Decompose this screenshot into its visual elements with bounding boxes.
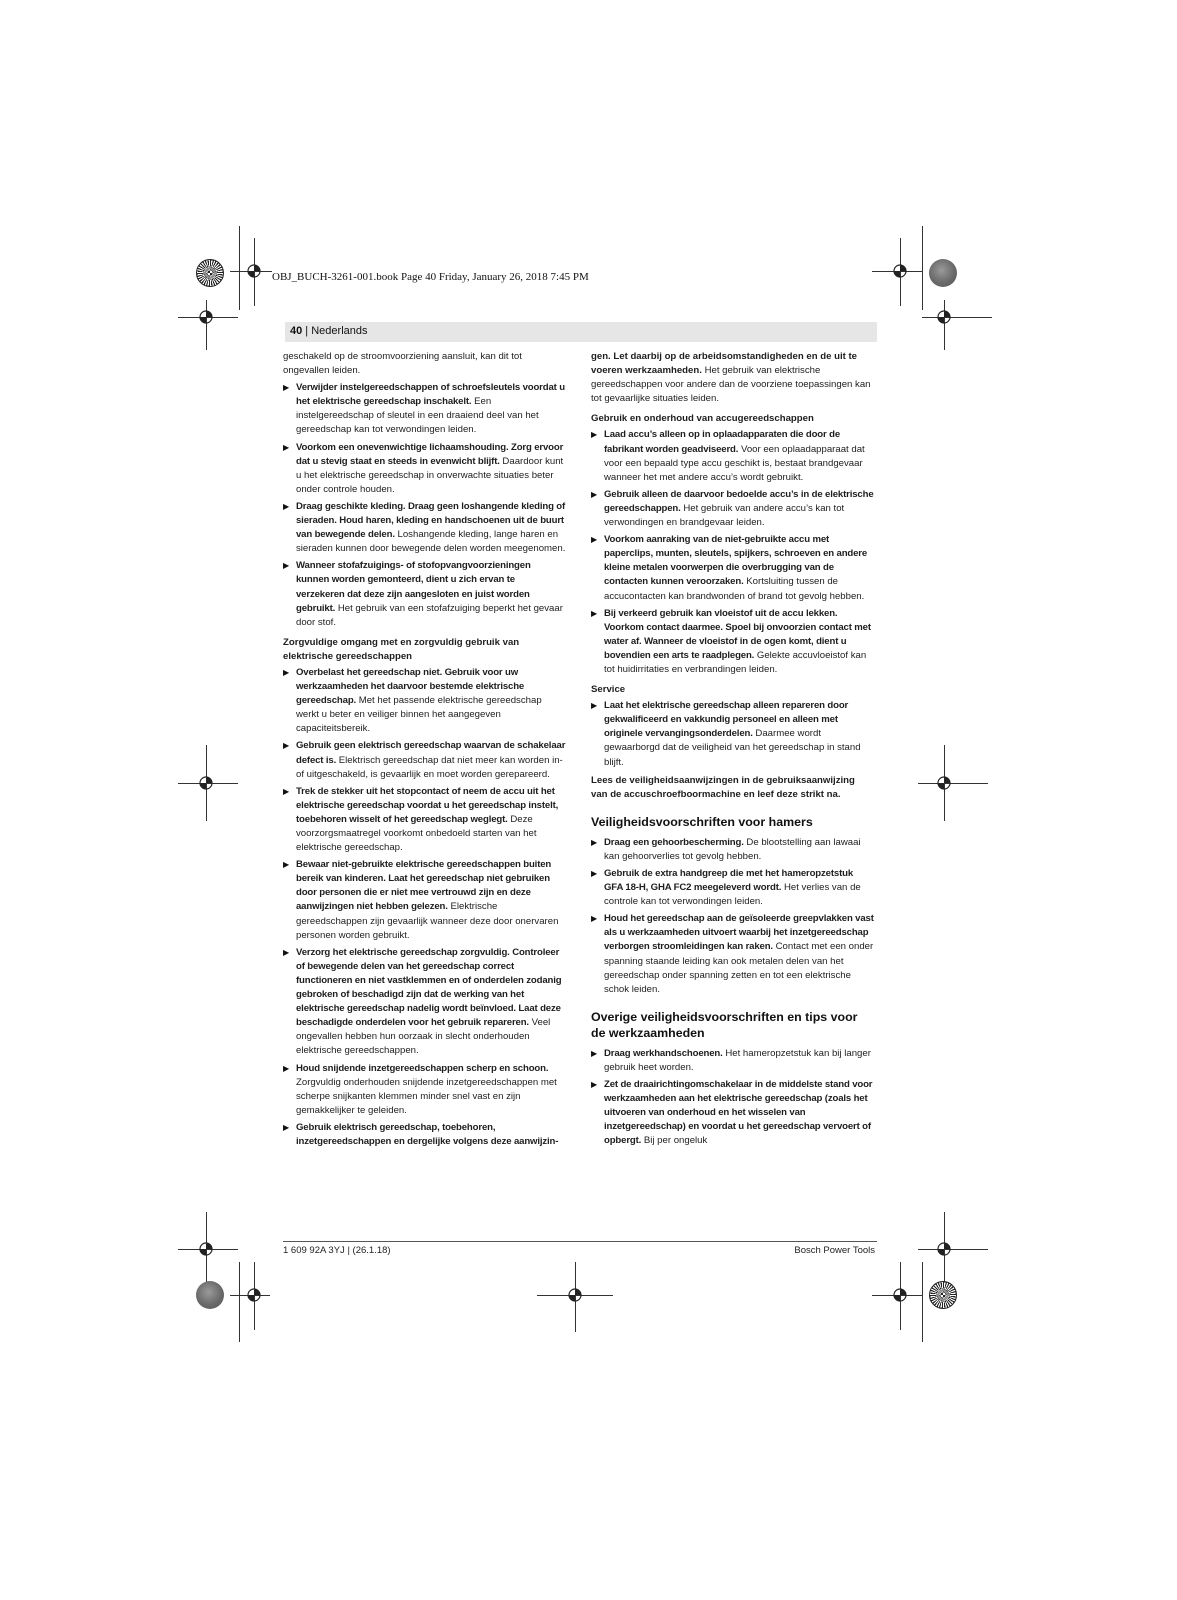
list-item [283, 441, 566, 497]
body-text: Het hameropzetstuk kan bij langer gebruik heet worden. [604, 1047, 871, 1073]
list-item [283, 1062, 566, 1118]
color-target-icon [196, 259, 224, 287]
left-column [283, 350, 566, 1152]
bold-lead-text: Laat het elektrische gereedschap alleen repareren door gekwalificeerd en vakkundig personeel en alleen met originele vervangingsonderdelen. [604, 700, 849, 740]
bold-lead-text: Zet de draairichtingomschakelaar in de middelste stand voor werkzaamheden aan het elektrische gereedschap (zoals het uitvoeren van onderhoud en het wisselen van inzetgereedschap) en voordat u het gereedschap vervoert of opbergt. [604, 1079, 873, 1147]
triangle-right-icon: ▶ [591, 430, 598, 440]
bold-lead-text: Draag een gehoorbescherming. [604, 836, 744, 848]
list-item [283, 1121, 566, 1149]
bold-paragraph: Lees de veiligheidsaanwijzingen in de gebruiksaanwijzing van de accuschroefboormachine en leef deze strikt na. [591, 774, 855, 800]
triangle-right-icon: ▶ [283, 947, 290, 957]
bold-lead-text: Bij verkeerd gebruik kan vloeistof uit de accu lekken. Voorkom contact daarmee. Spoel bij onvoorzien contact met water af. Wanneer de vloeistof in de ogen komt, dient u bovendien een arts te raadplegen. [604, 607, 871, 661]
section-heading: Veiligheidsvoorschriften voor hamers [591, 814, 813, 829]
page-number: 40 [290, 325, 303, 337]
bold-lead-text: Voorkom een onevenwichtige lichaamshouding. Zorg ervoor dat u stevig staat en steeds in evenwicht blijft. [296, 441, 564, 467]
bold-lead-text: Gebruik elektrisch gereedschap, toebehoren, inzetgereedschappen en dergelijke volgens deze aanwijzin- [296, 1121, 559, 1147]
triangle-right-icon: ▶ [283, 741, 290, 751]
list-item [283, 559, 566, 629]
body-text: Het gebruik van andere accu’s kan tot verwondingen en brandgevaar leiden. [604, 502, 845, 529]
bold-lead-text: Draag geschikte kleding. Draag geen loshangende kleding of sieraden. Houd haren, kleding en handschoenen uit de buurt van bewegende delen. [296, 500, 566, 541]
registration-mark-icon [243, 1284, 265, 1306]
triangle-right-icon: ▶ [283, 1063, 290, 1073]
list-item [591, 607, 874, 677]
registration-mark-icon [889, 260, 911, 282]
bold-lead-text: Bewaar niet-gebruikte elektrische gereedschappen buiten bereik van kinderen. Laat het gereedschap niet gebruiken door personen die er niet mee vertrouwd zijn en deze aanwijzingen niet hebben gelezen. [296, 859, 552, 913]
footer-rule [283, 1241, 877, 1242]
list-item [283, 666, 566, 736]
triangle-right-icon: ▶ [591, 701, 598, 711]
bold-lead-text: Verzorg het elektrische gereedschap zorgvuldig. Controleer of bewegende delen van het gereedschap correct functioneren en niet vastklemmen en of onderdelen zodanig gebroken of beschadigd zijn dat de werking van het elektrische gereedschap nadelig wordt beïnvloed. Laat deze beschadigde onderdelen voor het gebruik repareren. [296, 946, 562, 1029]
body-text: Het gebruik van elektrische gereedschappen voor andere dan de voorziene toepassingen kan tot gevaarlijke situaties leiden. [591, 365, 871, 405]
body-text: Kortsluiting tussen de accucontacten kan brandwonden of brand tot gevolg hebben. [604, 576, 865, 602]
registration-mark-icon [195, 772, 217, 794]
body-text: Contact met een onder spanning staande leiding kan ook metalen delen van het gereedschap onder spanning zetten en tot een elektrische schok leiden. [604, 941, 874, 995]
triangle-right-icon: ▶ [591, 489, 598, 499]
bold-lead-text: Houd het gereedschap aan de geïsoleerde greepvlakken vast als u werkzaamheden uitvoert waarbij het inzetgereedschap verborgen stroomleidingen kan raken. [604, 913, 874, 953]
registration-mark-icon [564, 1284, 586, 1306]
triangle-right-icon: ▶ [283, 561, 290, 571]
triangle-right-icon: ▶ [283, 501, 290, 511]
triangle-right-icon: ▶ [591, 869, 598, 878]
subsection-heading: Gebruik en onderhoud van accugereedschappen [591, 413, 814, 425]
registration-mark-icon [933, 772, 955, 794]
bold-lead-text: Verwijder instelgereedschappen of schroefsleutels voordat u het elektrische gereedschap inschakelt. [296, 382, 565, 408]
list-item [283, 858, 566, 943]
color-target-icon [196, 1281, 224, 1309]
list-item [591, 836, 874, 864]
bold-lead-text: Draag werkhandschoenen. [604, 1047, 723, 1059]
registration-mark-icon [933, 1238, 955, 1260]
list-item [591, 488, 874, 530]
list-item [591, 1047, 874, 1075]
header-separator: | [302, 325, 312, 337]
section-heading: Overige veiligheidsvoorschriften en tips voor de werkzaamheden [591, 1009, 858, 1040]
triangle-right-icon: ▶ [591, 837, 598, 847]
footer-doc-code: 1 609 92A 3YJ | (26.1.18) [283, 1245, 391, 1256]
body-text: Deze voorzorgsmaatregel voorkomt onbedoeld starten van het elektrische gereedschap. [296, 813, 537, 854]
list-item [591, 912, 874, 997]
body-text: Voor een oplaadapparaat dat voor een bepaald type accu geschikt is, bestaat brandgevaar wanneer het met andere accu’s wordt gebruikt. [604, 443, 865, 483]
color-target-icon [929, 1281, 957, 1309]
triangle-right-icon: ▶ [283, 667, 290, 677]
bold-lead-text: Voorkom aanraking van de niet-gebruikte accu met paperclips, munten, sleutels, spijkers, schroeven en andere kleine metalen voorwerpen die overbrugging van de contacten kunnen veroorzaken. [604, 534, 868, 588]
bold-lead-text: Laad accu’s alleen op in oplaadapparaten die door de fabrikant worden geadviseerd. [604, 429, 841, 455]
triangle-right-icon: ▶ [283, 860, 290, 870]
body-text: De blootstelling aan lawaai kan gehoorverlies tot gevolg hebben. [604, 836, 861, 862]
list-item [283, 946, 566, 1059]
body-text: Het verlies van de controle kan tot verwondingen leiden. [604, 882, 861, 908]
bold-lead-text: Trek de stekker uit het stopcontact of neem de accu uit het elektrische gereedschap voordat u het gereedschap instelt, toebehoren wisselt of het gereedschap weglegt. [296, 785, 559, 825]
body-text: Elektrische gereedschappen zijn gevaarlijk wanneer deze door onervaren personen worden gebruikt. [296, 901, 559, 941]
list-item [591, 533, 874, 603]
right-column [591, 350, 874, 1152]
bold-lead-text: Gebruik geen elektrisch gereedschap waarvan de schakelaar defect is. [296, 740, 566, 766]
triangle-right-icon: ▶ [591, 1048, 598, 1058]
page-header [285, 322, 877, 342]
body-text: Elektrisch gereedschap dat niet meer kan worden in- of uitgeschakeld, is gevaarlijk en moet worden gerepareerd. [296, 754, 563, 780]
list-item [283, 500, 566, 556]
triangle-right-icon: ▶ [283, 786, 290, 796]
registration-mark-icon [889, 1284, 911, 1306]
body-text: Bij per ongeluk [641, 1135, 708, 1147]
body-text: Het gebruik van een stofafzuiging beperkt het gevaar door stof. [296, 602, 563, 628]
body-text: Veel ongevallen hebben hun oorzaak in slecht onderhouden elektrische gereedschappen. [296, 1017, 551, 1057]
bold-lead-text: Wanneer stofafzuigings- of stofopvangvoorzieningen kunnen worden gemonteerd, dient u zich ervan te verzekeren dat deze zijn aangesloten en juist worden gebruikt. [296, 560, 531, 614]
subsection-heading: Zorgvuldige omgang met en zorgvuldig gebruik van elektrische gereedschappen [283, 636, 520, 662]
triangle-right-icon: ▶ [283, 1122, 290, 1132]
footer-brand: Bosch Power Tools [794, 1245, 875, 1256]
registration-mark-icon [195, 306, 217, 328]
paragraph [591, 350, 874, 406]
list-item [283, 739, 566, 781]
list-item [591, 699, 874, 769]
bold-lead-text: Overbelast het gereedschap niet. Gebruik voor uw werkzaamheden het daarvoor bestemde elektrische gereedschap. [296, 666, 525, 707]
triangle-right-icon: ▶ [591, 914, 598, 924]
triangle-right-icon: ▶ [591, 608, 598, 618]
page-header-text [290, 325, 368, 337]
list-item [283, 785, 566, 855]
list-item [591, 867, 874, 909]
body-text: Met het passende elektrische gereedschap werkt u beter en veiliger binnen het aangegeven capaciteitsbereik. [296, 695, 542, 735]
triangle-right-icon: ▶ [283, 383, 290, 393]
body-text: Gelekte accuvloeistof kan tot huidirritaties en verbrandingen leiden. [604, 649, 867, 675]
body-text: Een instelgereedschap of sleutel in een draaiend deel van het gereedschap kan tot verwondingen leiden. [296, 396, 539, 436]
list-item [283, 381, 566, 437]
triangle-right-icon: ▶ [591, 1080, 598, 1090]
paragraph: geschakeld op de stroomvoorziening aansluit, kan dit tot ongevallen leiden. [283, 351, 522, 377]
bold-lead-text: Houd snijdende inzetgereedschappen scherp en schoon. [296, 1062, 549, 1074]
bold-lead-text: Gebruik de extra handgreep die met het hameropzetstuk GFA 18-H, GHA FC2 meegeleverd wordt. [604, 868, 854, 894]
registration-mark-icon [243, 260, 265, 282]
triangle-right-icon: ▶ [591, 535, 598, 545]
bold-lead-text: Gebruik alleen de daarvoor bedoelde accu’s in de elektrische gereedschappen. [604, 488, 874, 514]
subsection-heading: Service [591, 684, 626, 696]
header-language: Nederlands [311, 325, 368, 337]
color-target-icon [929, 259, 957, 287]
list-item [591, 428, 874, 484]
bold-lead-text: gen. Let daarbij op de arbeidsomstandigheden en de uit te voeren werkzaamheden. [591, 351, 857, 377]
body-text: Daardoor kunt u het elektrische gereedschap in onverwachte situaties beter onder controle houden. [296, 455, 564, 495]
registration-mark-icon [195, 1238, 217, 1260]
body-text: Zorgvuldig onderhouden snijdende inzetgereedschappen met scherpe snijkanten klemmen minder snel vast en zijn gemakkelijker te geleiden. [296, 1076, 557, 1116]
list-item [591, 1078, 874, 1148]
triangle-right-icon: ▶ [283, 442, 290, 452]
print-info-line: OBJ_BUCH-3261-001.book Page 40 Friday, January 26, 2018 7:45 PM [272, 271, 589, 283]
registration-mark-icon [933, 306, 955, 328]
body-text: Loshangende kleding, lange haren en sieraden kunnen door bewegende delen worden meegenomen. [296, 529, 566, 555]
body-text: Daarmee wordt gewaarborgd dat de veiligheid van het gereedschap in stand blijft. [604, 728, 861, 768]
